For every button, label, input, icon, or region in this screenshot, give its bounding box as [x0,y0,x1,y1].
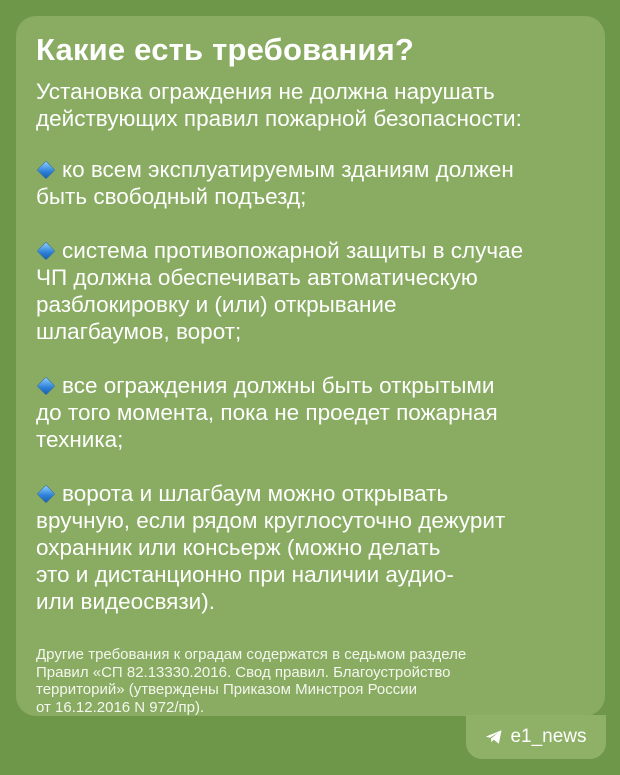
channel-handle-text: e1_news [510,726,587,747]
list-item [36,480,585,615]
blue-diamond-icon [38,243,55,260]
requirements-list [36,156,585,615]
blue-diamond-icon [38,162,55,179]
list-item-text: ворота и шлагбаум можно открывать вручную, если рядом круглосуточно дежурит охранник или консьерж (можно делать это и дистанционно при наличии аудио- или видеосвязи). [36,481,506,614]
card-title: Какие есть требования? [36,32,415,67]
telegram-icon [485,729,503,745]
list-item [36,156,585,210]
intro-text: Установка ограждения не должна нарушать действующих правил пожарной безопасности: [36,79,522,131]
list-item-text: ко всем эксплуатируемым зданиям должен быть свободный подъезд; [36,157,514,209]
blue-diamond-icon [38,378,55,395]
footnote: Другие требования к оградам содержатся в седьмом разделе Правил «СП 82.13330.2016. Свод правил. Благоустройство территорий» (утверждены Приказом Минстроя России от 16.12.2016 N 972/пр). [36,646,467,716]
list-item-text: система противопожарной защиты в случае ЧП должна обеспечивать автоматическую разблокировку и (или) открывание шлагбаумов, ворот; [36,238,524,344]
list-item [36,372,585,453]
info-card [16,16,605,716]
channel-handle-badge[interactable] [466,715,606,759]
blue-diamond-icon [38,486,55,503]
list-item [36,237,585,345]
list-item-text: все ограждения должны быть открытыми до того момента, пока не проедет пожарная техника; [36,373,498,452]
